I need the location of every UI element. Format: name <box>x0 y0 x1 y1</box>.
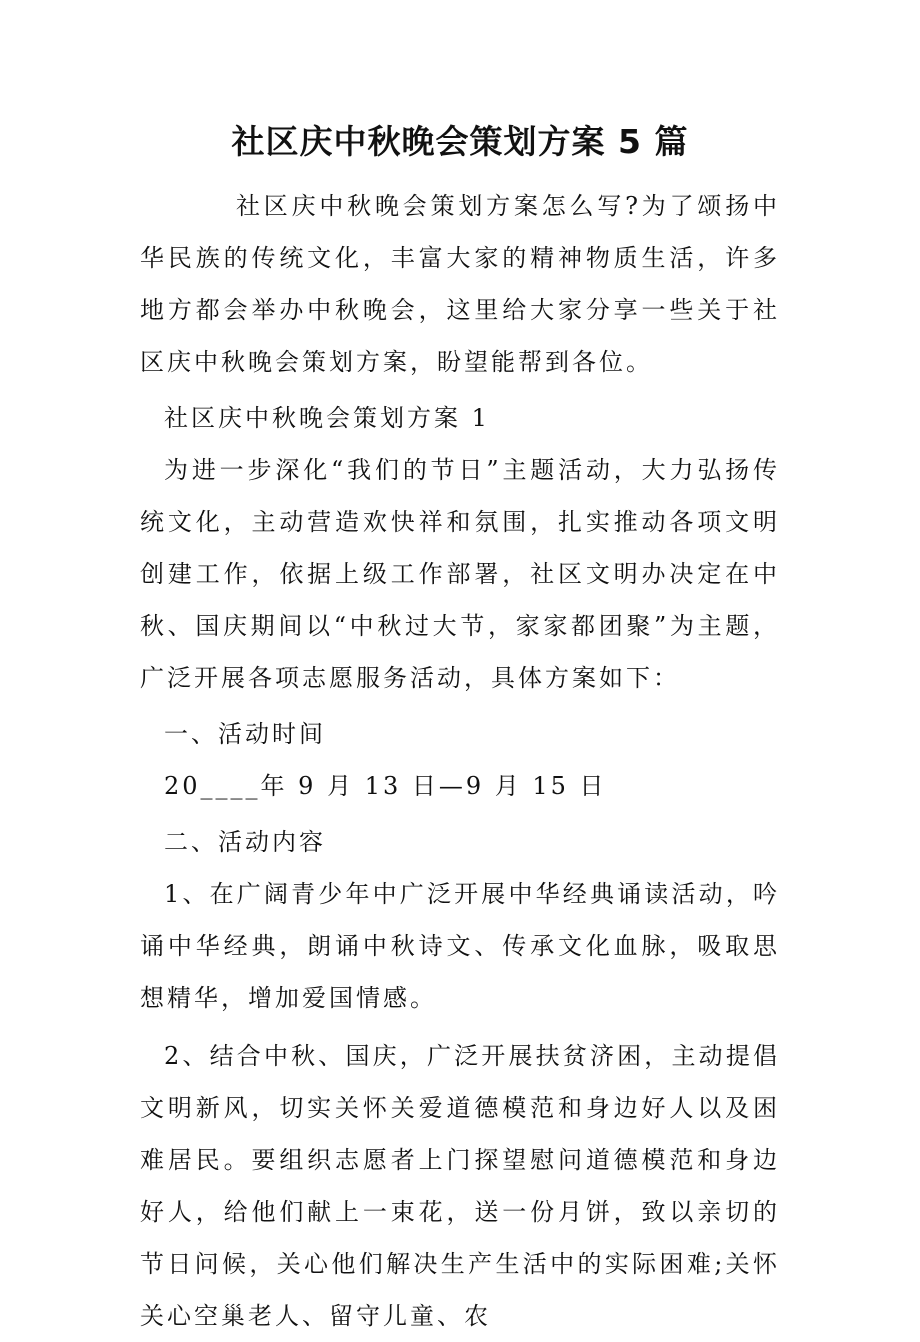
intro-paragraph: 社区庆中秋晚会策划方案怎么写?为了颂扬中华民族的传统文化，丰富大家的精神物质生活，许多地方都会举办中秋晚会，这里给大家分享一些关于社区庆中秋晚会策划方案，盼望能帮到各位。 <box>140 192 780 376</box>
section-heading-time: 一、活动时间 <box>164 720 326 748</box>
section-heading-content: 二、活动内容 <box>164 828 326 856</box>
purpose-paragraph: 为进一步深化“我们的节日”主题活动，大力弘扬传统文化，主动营造欢快祥和氛围，扎实推动各项文明创建工作，依据上级工作部署，社区文明办决定在中秋、国庆期间以“中秋过大节，家家都团聚”为主题，广泛开展各项志愿服务活动，具体方案如下： <box>140 456 780 692</box>
document-title: 社区庆中秋晚会策划方案 5 篇 <box>231 122 689 161</box>
content-item-1: 1、在广阔青少年中广泛开展中华经典诵读活动，吟诵中华经典，朗诵中秋诗文、传承文化血脉，吸取思想精华，增加爱国情感。 <box>140 880 780 1012</box>
document-body <box>140 180 780 1342</box>
plan-heading: 社区庆中秋晚会策划方案 1 <box>164 404 490 432</box>
activity-date: 20____年 9 月 13 日—9 月 15 日 <box>164 772 607 800</box>
content-item-2: 2、结合中秋、国庆，广泛开展扶贫济困，主动提倡文明新风，切实关怀关爱道德模范和身边好人以及困难居民。要组织志愿者上门探望慰问道德模范和身边好人，给他们献上一束花，送一份月饼，致以亲切的节日问候，关心他们解决生产生活中的实际困难;关怀关心空巢老人、留守儿童、农 <box>140 1042 780 1330</box>
